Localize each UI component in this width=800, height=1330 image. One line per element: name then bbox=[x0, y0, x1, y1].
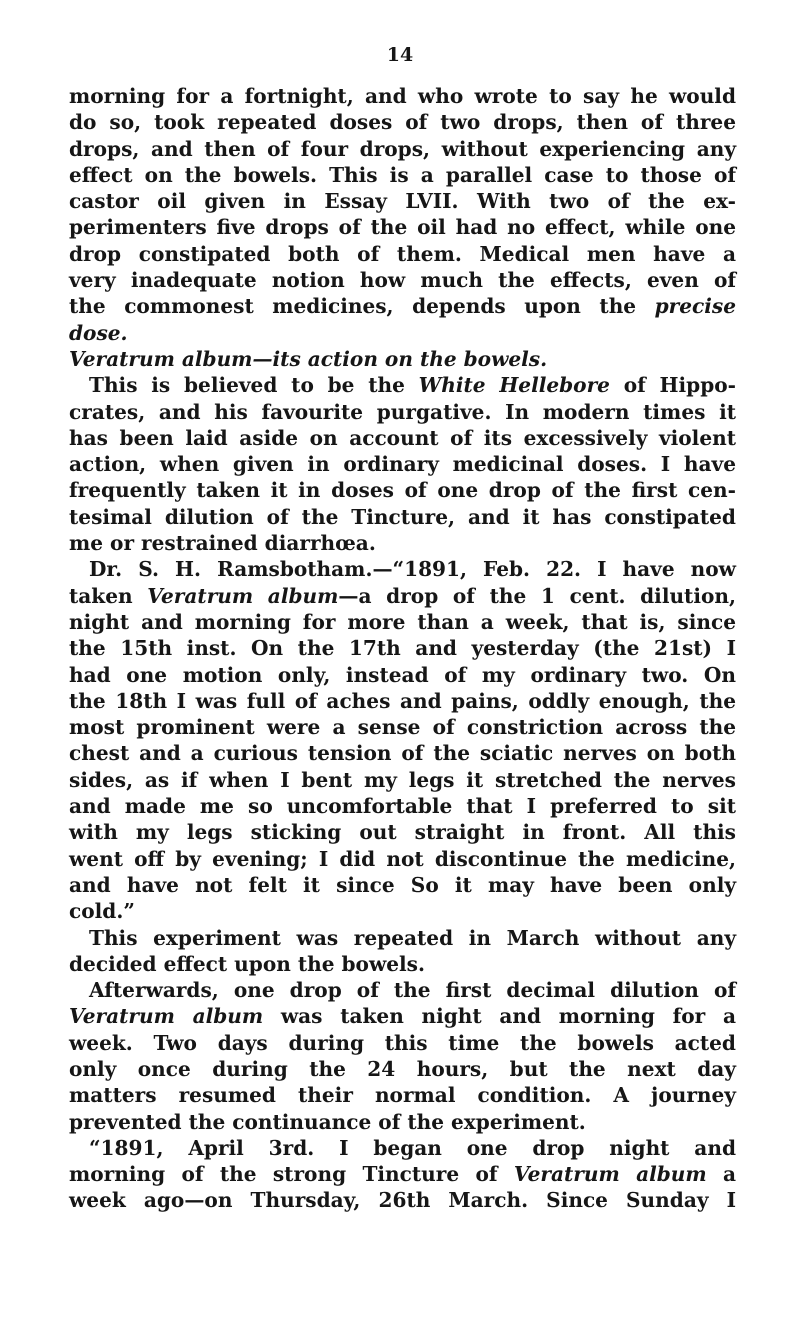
text-line bbox=[69, 451, 736, 477]
text-run: matters resumed their normal condition. A journey bbox=[69, 1083, 736, 1108]
text-line bbox=[69, 1135, 736, 1161]
italic-text: Veratrum album bbox=[513, 1162, 707, 1187]
text-run: has been laid aside on account of its excessively violent bbox=[69, 425, 736, 450]
italic-text: dose. bbox=[69, 320, 128, 345]
text-run: Afterwards, one drop of the first decimal dilution of bbox=[89, 978, 736, 1003]
text-line bbox=[69, 372, 736, 398]
text-run: sides, as if when I bent my legs it stretched the nerves bbox=[69, 767, 736, 792]
text-line bbox=[69, 793, 736, 819]
text-line bbox=[69, 1161, 736, 1187]
text-run: only once during the 24 hours, but the next day bbox=[69, 1056, 736, 1081]
text-run: cold.” bbox=[69, 899, 135, 924]
text-run: the commonest medicines, depends upon the bbox=[69, 294, 655, 319]
text-run: Dr. S. H. Ramsbotham.—“1891, Feb. 22. I have now bbox=[89, 557, 736, 582]
text-line bbox=[69, 662, 736, 688]
page-number: 14 bbox=[386, 44, 414, 66]
text-line bbox=[69, 609, 736, 635]
text-run: action, when given in ordinary medicinal doses. I have bbox=[69, 452, 736, 477]
text-run: and have not felt it since So it may have been only bbox=[69, 872, 736, 897]
text-run: do so, took repeated doses of two drops, then of three bbox=[69, 110, 736, 135]
text-line bbox=[69, 504, 736, 530]
text-line bbox=[69, 925, 736, 951]
text-run: This is believed to be the bbox=[89, 373, 419, 398]
text-line bbox=[69, 477, 736, 503]
text-line bbox=[69, 1082, 736, 1108]
text-line bbox=[69, 898, 736, 924]
text-run: was taken night and morning for a bbox=[263, 1004, 736, 1029]
text-run: went off by evening; I did not discontinue the medicine, bbox=[69, 846, 736, 871]
text-line bbox=[69, 740, 736, 766]
text-run: frequently taken it in doses of one drop of the first cen- bbox=[69, 478, 736, 503]
text-line bbox=[69, 320, 736, 346]
text-run: perimenters five drops of the oil had no effect, while one bbox=[69, 215, 736, 240]
text-line bbox=[69, 267, 736, 293]
text-line bbox=[69, 819, 736, 845]
text-line bbox=[69, 1056, 736, 1082]
text-run: prevented the continuance of the experiment. bbox=[69, 1109, 586, 1134]
text-run: a bbox=[706, 1162, 736, 1187]
text-run: castor oil given in Essay LVII. With two of the ex- bbox=[69, 189, 736, 214]
text-line bbox=[69, 136, 736, 162]
text-run: This experiment was repeated in March without any bbox=[89, 925, 736, 950]
text-line bbox=[69, 583, 736, 609]
text-line bbox=[69, 162, 736, 188]
text-run: week ago—on Thursday, 26th March. Since Sunday I bbox=[69, 1188, 736, 1213]
text-line bbox=[69, 214, 736, 240]
text-run: “1891, April 3rd. I began one drop night and bbox=[89, 1135, 736, 1160]
text-run: crates, and his favourite purgative. In modern times it bbox=[69, 399, 736, 424]
text-line bbox=[69, 188, 736, 214]
italic-text: Veratrum album—its action on the bowels. bbox=[69, 346, 548, 371]
text-run: effect on the bowels. This is a parallel case to those of bbox=[69, 162, 736, 187]
text-line bbox=[69, 872, 736, 898]
italic-text: Veratrum album bbox=[69, 1004, 264, 1029]
text-run: and made me so uncomfortable that I preferred to sit bbox=[69, 794, 736, 819]
text-run: with my legs sticking out straight in front. All this bbox=[69, 820, 736, 845]
text-line bbox=[69, 1003, 736, 1029]
italic-text: White Hellebore bbox=[418, 373, 610, 398]
text-line bbox=[69, 346, 736, 372]
text-run: chest and a curious tension of the sciatic nerves on both bbox=[69, 741, 736, 766]
text-line bbox=[69, 241, 736, 267]
text-line bbox=[69, 1030, 736, 1056]
text-line bbox=[69, 556, 736, 582]
text-line bbox=[69, 530, 736, 556]
text-run: drop constipated both of them. Medical men have a bbox=[69, 241, 736, 266]
text-run: taken bbox=[69, 583, 148, 608]
text-line bbox=[69, 951, 736, 977]
text-line bbox=[69, 688, 736, 714]
text-run: most prominent were a sense of constriction across the bbox=[69, 715, 736, 740]
text-line bbox=[69, 635, 736, 661]
text-line bbox=[69, 767, 736, 793]
text-run: week. Two days during this time the bowels acted bbox=[69, 1030, 736, 1055]
text-line bbox=[69, 293, 736, 319]
text-run: the 18th I was full of aches and pains, oddly enough, the bbox=[69, 688, 736, 713]
text-line bbox=[69, 83, 736, 109]
text-line bbox=[69, 1109, 736, 1135]
text-run: had one motion only, instead of my ordinary two. On bbox=[69, 662, 736, 687]
text-run: drops, and then of four drops, without experiencing any bbox=[69, 136, 736, 161]
text-run: morning of the strong Tincture of bbox=[69, 1162, 514, 1187]
text-run: morning for a fortnight, and who wrote to say he would bbox=[69, 84, 736, 108]
body-text bbox=[69, 83, 736, 1214]
text-run: night and morning for more than a week, that is, since bbox=[69, 609, 736, 634]
text-line bbox=[69, 846, 736, 872]
text-line bbox=[69, 109, 736, 135]
italic-text: precise bbox=[654, 294, 736, 319]
text-line bbox=[69, 425, 736, 451]
italic-text: Veratrum album bbox=[147, 583, 339, 608]
text-line bbox=[69, 1187, 736, 1213]
text-run: of Hippo- bbox=[609, 373, 737, 398]
text-line bbox=[69, 977, 736, 1003]
text-run: the 15th inst. On the 17th and yesterday (the 21st) I bbox=[69, 636, 736, 661]
text-run: —a drop of the 1 cent. dilution, bbox=[338, 583, 736, 608]
text-run: tesimal dilution of the Tincture, and it has constipated bbox=[69, 504, 736, 529]
text-run: very inadequate notion how much the effects, even of bbox=[69, 268, 736, 293]
text-run: me or restrained diarrhœa. bbox=[69, 531, 376, 556]
text-run: decided effect upon the bowels. bbox=[69, 951, 425, 976]
text-line bbox=[69, 714, 736, 740]
text-line bbox=[69, 399, 736, 425]
